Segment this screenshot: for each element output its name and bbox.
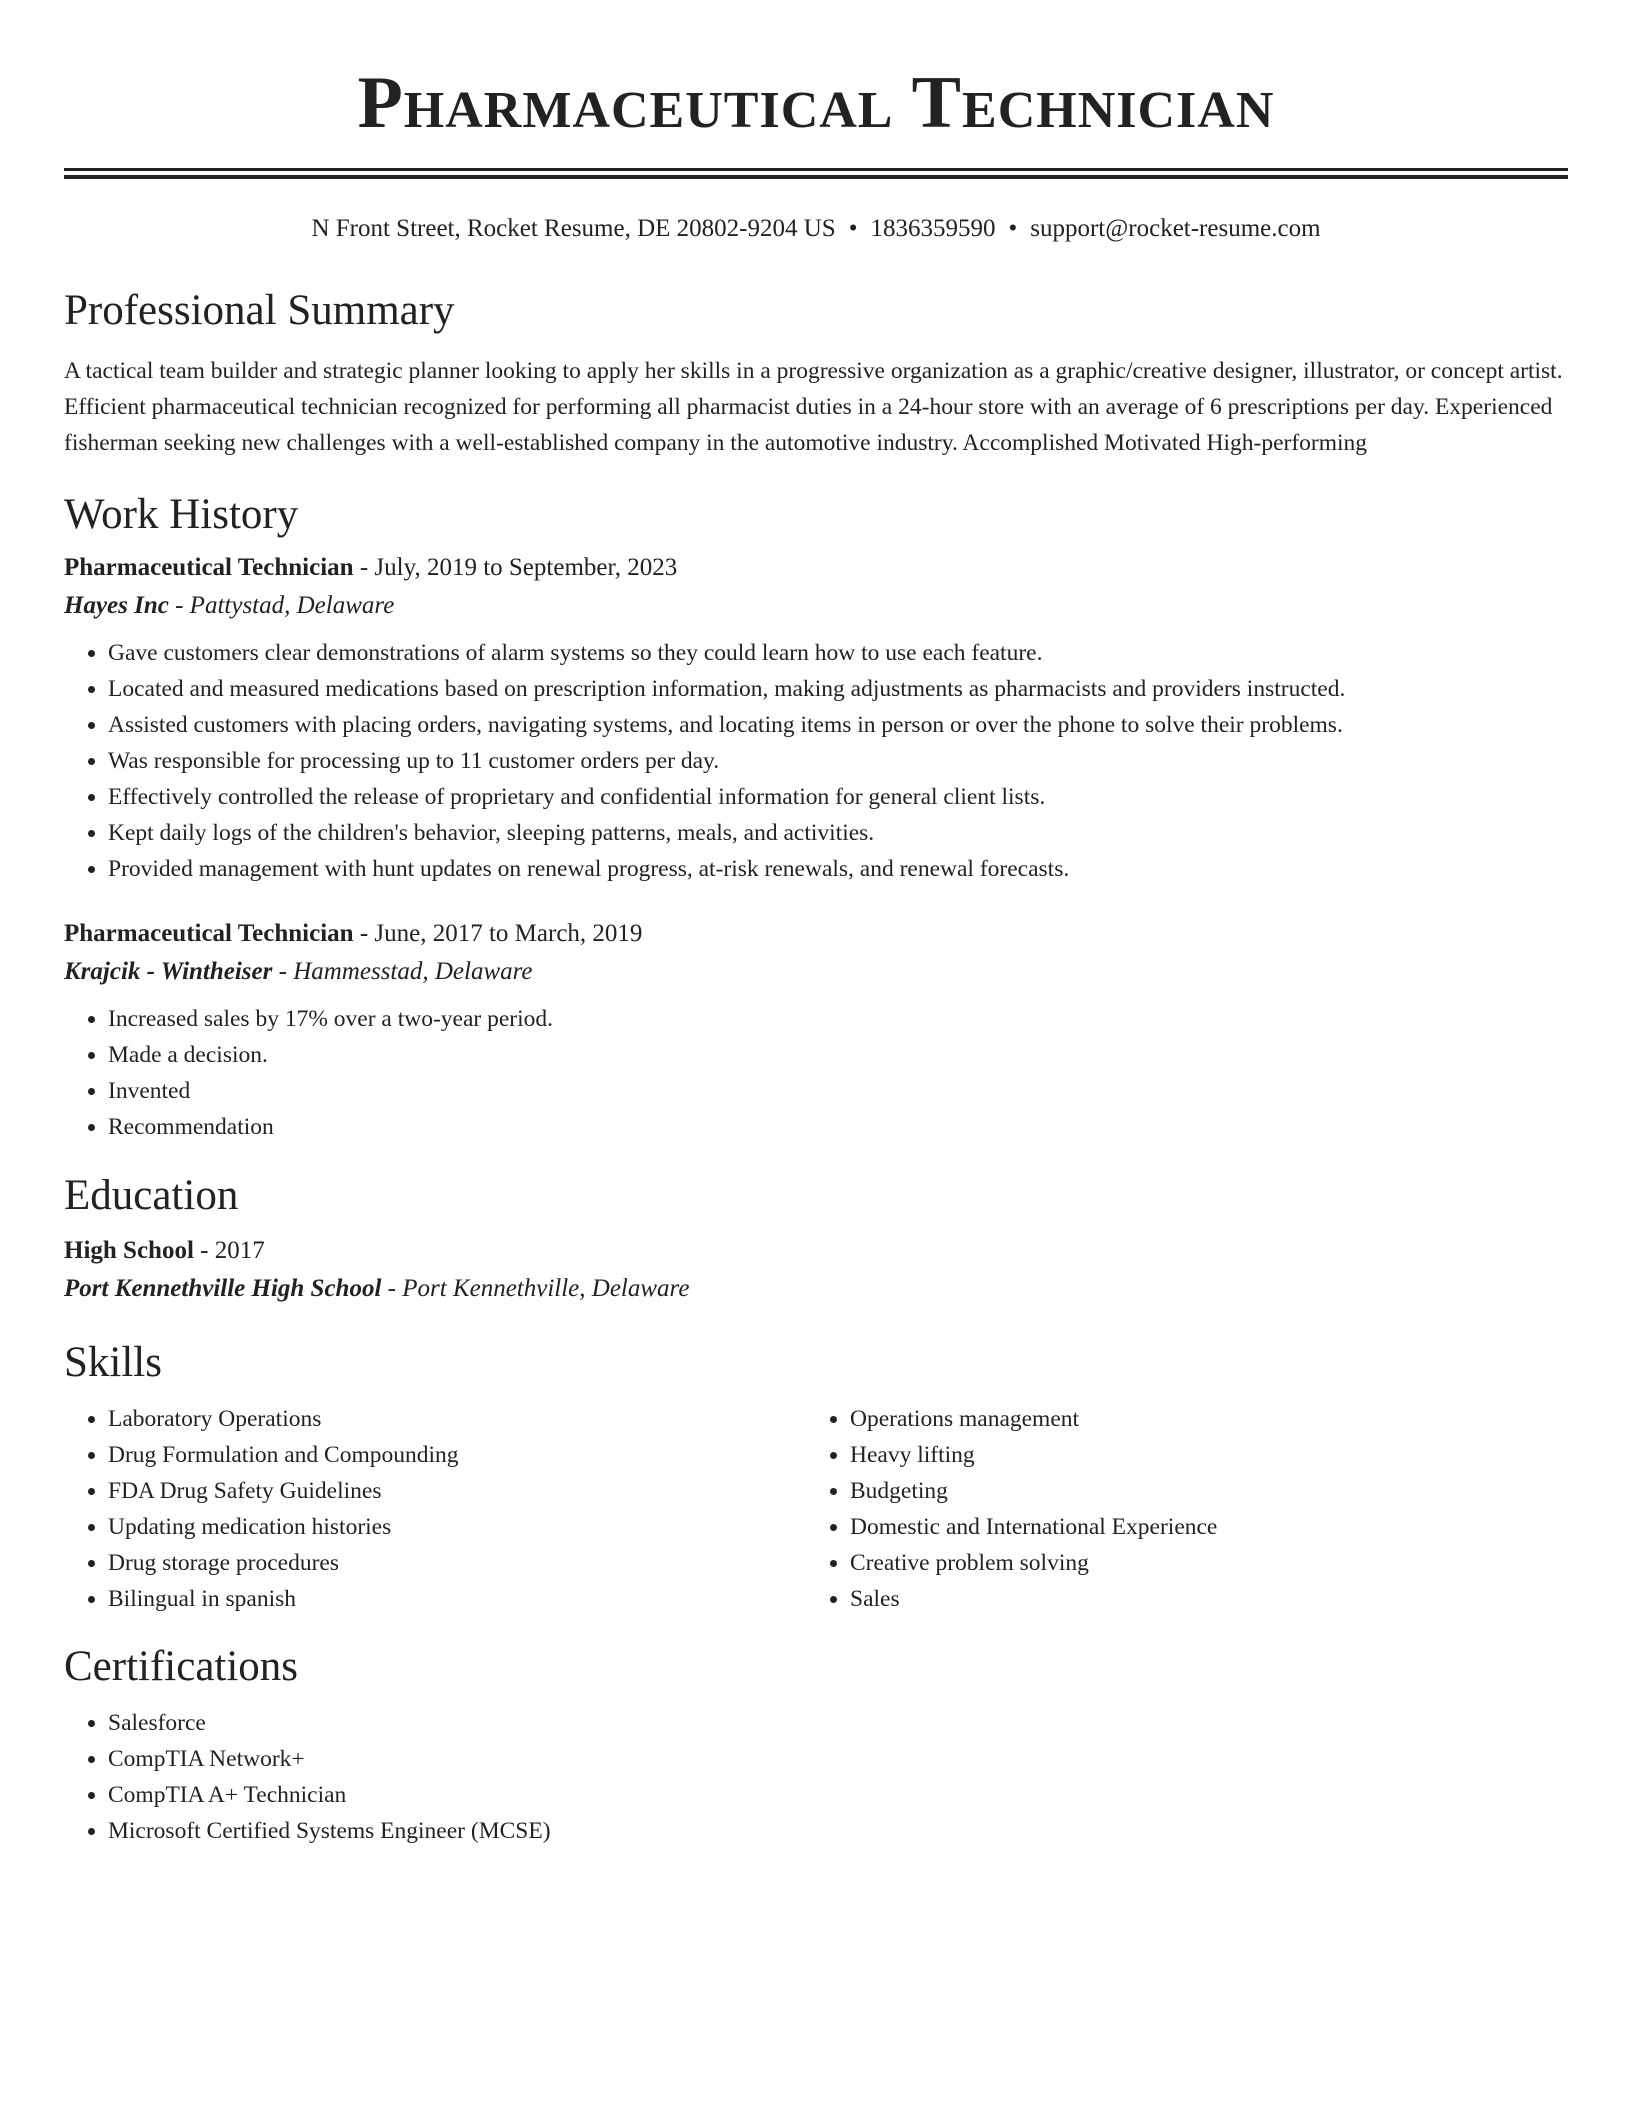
list-item: • Located and measured medications based on prescription information, making adjustments as pharmacists and providers instructed. bbox=[108, 671, 1568, 707]
list-item: • Sales bbox=[850, 1581, 1568, 1617]
summary-text: A tactical team builder and strategic planner looking to apply her skills in a progressive organization as a graphic/creative designer, illustrator, or concept artist. Efficient pharmaceutical technician recognized for performing all pharmacist duties in a 24-hour store with an average of 6 prescriptions per day. Experienced fisherman seeking new challenges with a well-established company in the automotive industry. Accomplished Motivated High-performing bbox=[64, 358, 1563, 456]
education-entry bbox=[64, 1232, 1568, 1308]
skills-column-1 bbox=[64, 1401, 850, 1617]
list-item: • Drug Formulation and Compounding bbox=[108, 1437, 850, 1473]
list-item: • Microsoft Certified Systems Engineer (MCSE) bbox=[108, 1813, 1568, 1849]
job-title-line bbox=[64, 549, 1568, 587]
section-heading-certifications: Certifications bbox=[64, 1643, 299, 1690]
skills-column-2 bbox=[850, 1401, 1568, 1617]
education-school: Port Kennethville High School bbox=[64, 1275, 382, 1302]
contact-email: support@rocket-resume.com bbox=[1030, 215, 1321, 242]
job-company: Krajcik - Wintheiser bbox=[64, 958, 273, 985]
contact-separator: • bbox=[1008, 215, 1018, 242]
list-item: • Increased sales by 17% over a two-year period. bbox=[108, 1001, 1568, 1037]
list-item: • Recommendation bbox=[108, 1109, 1568, 1145]
list-item: • Operations management bbox=[850, 1401, 1568, 1437]
list-item: • FDA Drug Safety Guidelines bbox=[108, 1473, 850, 1509]
education-year: - 2017 bbox=[193, 1237, 265, 1264]
contact-separator: • bbox=[848, 215, 858, 242]
job-location: - Hammesstad, Delaware bbox=[272, 958, 533, 985]
list-item: • Assisted customers with placing orders, navigating systems, and locating items in person or over the phone to solve their problems. bbox=[108, 707, 1568, 743]
education-degree-line bbox=[64, 1232, 1568, 1270]
list-item: • Salesforce bbox=[108, 1705, 1568, 1741]
resume-page bbox=[64, 0, 1568, 1849]
job-dates: - July, 2019 to September, 2023 bbox=[353, 554, 678, 581]
section-heading-summary: Professional Summary bbox=[64, 287, 455, 334]
job-title-line bbox=[64, 915, 1568, 953]
list-item: • Gave customers clear demonstrations of alarm systems so they could learn how to use each feature. bbox=[108, 635, 1568, 671]
job-location: - Pattystad, Delaware bbox=[168, 592, 395, 619]
list-item: • Heavy lifting bbox=[850, 1437, 1568, 1473]
list-item: • Kept daily logs of the children's behavior, sleeping patterns, meals, and activities. bbox=[108, 815, 1568, 851]
job-dates: - June, 2017 to March, 2019 bbox=[353, 920, 643, 947]
list-item: • Invented bbox=[108, 1073, 1568, 1109]
job-entry bbox=[64, 549, 1568, 887]
job-entry bbox=[64, 915, 1568, 1145]
resume-title: Pharmaceutical Technician bbox=[357, 62, 1275, 144]
job-role: Pharmaceutical Technician bbox=[64, 554, 354, 581]
job-role: Pharmaceutical Technician bbox=[64, 920, 354, 947]
title-divider bbox=[64, 168, 1568, 179]
job-org-line bbox=[64, 587, 1568, 625]
section-heading-skills: Skills bbox=[64, 1339, 162, 1386]
list-item: • Budgeting bbox=[850, 1473, 1568, 1509]
education-degree: High School bbox=[64, 1237, 194, 1264]
section-heading-education: Education bbox=[64, 1172, 239, 1219]
contact-address: N Front Street, Rocket Resume, DE 20802-9204 US bbox=[311, 215, 836, 242]
list-item: • Was responsible for processing up to 11 customer orders per day. bbox=[108, 743, 1568, 779]
section-heading-work-history: Work History bbox=[64, 491, 299, 538]
education-school-line bbox=[64, 1270, 1568, 1308]
job-bullets bbox=[64, 1001, 1568, 1145]
job-company: Hayes Inc bbox=[64, 592, 169, 619]
list-item: • Updating medication histories bbox=[108, 1509, 850, 1545]
list-item: • Made a decision. bbox=[108, 1037, 1568, 1073]
list-item: • CompTIA Network+ bbox=[108, 1741, 1568, 1777]
education-location: - Port Kennethville, Delaware bbox=[381, 1275, 690, 1302]
job-org-line bbox=[64, 953, 1568, 991]
list-item: • Effectively controlled the release of proprietary and confidential information for general client lists. bbox=[108, 779, 1568, 815]
list-item: • Laboratory Operations bbox=[108, 1401, 850, 1437]
list-item: • Bilingual in spanish bbox=[108, 1581, 850, 1617]
list-item: • Provided management with hunt updates on renewal progress, at-risk renewals, and renewal forecasts. bbox=[108, 851, 1568, 887]
job-bullets bbox=[64, 635, 1568, 887]
list-item: • Drug storage procedures bbox=[108, 1545, 850, 1581]
skills-list bbox=[64, 1401, 1568, 1617]
list-item: • Creative problem solving bbox=[850, 1545, 1568, 1581]
contact-phone: 1836359590 bbox=[870, 215, 996, 242]
certifications-list bbox=[64, 1705, 1568, 1849]
list-item: • Domestic and International Experience bbox=[850, 1509, 1568, 1545]
contact-line bbox=[64, 212, 1568, 246]
list-item: • CompTIA A+ Technician bbox=[108, 1777, 1568, 1813]
